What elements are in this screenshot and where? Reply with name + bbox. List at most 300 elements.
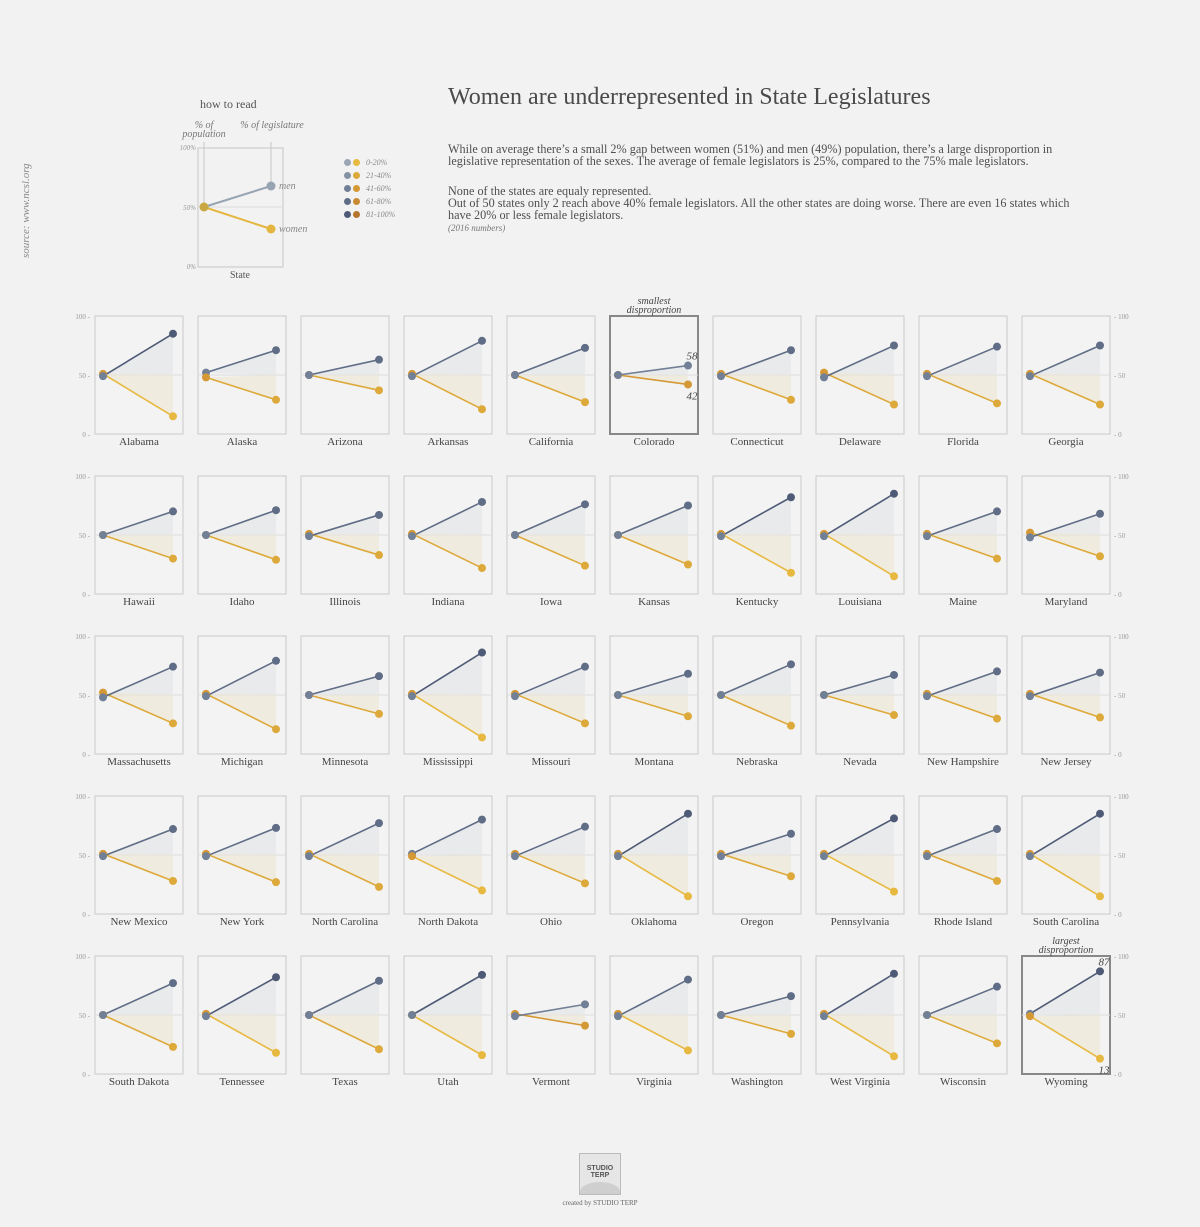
legend-label: 81-100% [366, 210, 396, 219]
axis-tick-right: - 50 [1114, 852, 1126, 860]
state-chart-massachusetts [95, 636, 183, 768]
state-label: Nebraska [736, 756, 778, 768]
women-leg-dot [169, 719, 177, 727]
axis-tick-right: - 0 [1114, 751, 1122, 759]
axis-tick-left: 0 - [82, 591, 90, 599]
women-leg-dot [272, 556, 280, 564]
men-pop-dot [614, 852, 622, 860]
men-pop-dot [99, 1011, 107, 1019]
how-to-read-chart [160, 140, 340, 285]
men-leg-dot [993, 507, 1001, 515]
axis-tick-right: - 50 [1114, 1012, 1126, 1020]
men-leg-dot [1096, 967, 1104, 975]
women-leg-dot [581, 398, 589, 406]
women-leg-dot [1096, 1055, 1104, 1063]
women-leg-dot [787, 872, 795, 880]
studio-logo [579, 1153, 621, 1195]
intro-line-equal: None of the states are equaly represented. [448, 184, 652, 198]
axis-tick-left: 100 - [75, 473, 90, 481]
state-small-multiples [0, 290, 1200, 1100]
state-chart-nebraska [713, 636, 801, 768]
state-label: South Dakota [108, 1076, 170, 1088]
state-label: North Dakota [417, 916, 479, 928]
men-pop-dot [511, 371, 519, 379]
men-leg-dot [787, 493, 795, 501]
state-chart-arkansas [404, 316, 492, 448]
women-leg-dot [169, 555, 177, 563]
women-leg-dot [684, 380, 692, 388]
state-chart-pennsylvania [816, 796, 904, 928]
men-leg-dot [478, 337, 486, 345]
legend-label: 61-80% [366, 197, 392, 206]
axis-tick-left: 100 - [75, 793, 90, 801]
how-to-read-tick-50: 50% [183, 204, 196, 212]
men-leg-dot [581, 1000, 589, 1008]
axis-tick-left: 50 - [78, 372, 90, 380]
women-leg-dot [684, 1046, 692, 1054]
men-leg-dot [169, 330, 177, 338]
legend-men-swatch [344, 185, 351, 192]
page-title: Women are underrepresented in State Legislatures [448, 84, 931, 110]
axis-tick-right: - 0 [1114, 431, 1122, 439]
women-leg-dot [787, 569, 795, 577]
state-chart-new-york [198, 796, 286, 928]
state-chart-florida [919, 316, 1007, 448]
state-chart-mississippi [404, 636, 492, 768]
intro-paragraph-2 [448, 185, 1088, 221]
axis-tick-right: - 100 [1114, 793, 1129, 801]
men-pop-dot [305, 852, 313, 860]
women-leg-dot [478, 733, 486, 741]
source-credit: source: www.ncsl.org [20, 163, 32, 258]
men-pop-dot [305, 532, 313, 540]
how-to-read-legislature-label: % of legislature [240, 120, 304, 131]
state-label: Oklahoma [631, 916, 677, 928]
men-leg-dot [169, 979, 177, 987]
women-leg-dot [478, 886, 486, 894]
men-pop-dot [511, 1012, 519, 1020]
men-leg-dot [581, 823, 589, 831]
men-pop-dot [511, 852, 519, 860]
how-to-read-start-dot [200, 203, 209, 212]
state-chart-connecticut [713, 316, 801, 448]
women-leg-dot [375, 386, 383, 394]
axis-tick-left: 50 - [78, 852, 90, 860]
state-label: Utah [437, 1076, 459, 1088]
men-pop-dot [820, 1012, 828, 1020]
state-label: Minnesota [321, 756, 369, 768]
legend-women-swatch [353, 172, 360, 179]
state-chart-colorado [610, 296, 698, 448]
highlight-label-line2: disproportion [1038, 945, 1094, 956]
men-leg-dot [581, 663, 589, 671]
men-leg-dot [375, 819, 383, 827]
men-pop-dot [202, 531, 210, 539]
state-label: Arkansas [427, 436, 469, 448]
state-chart-utah [404, 956, 492, 1088]
women-leg-dot [890, 888, 898, 896]
men-pop-dot [614, 1012, 622, 1020]
state-chart-tennessee [198, 956, 286, 1088]
men-pop-dot [923, 532, 931, 540]
women-leg-dot [272, 878, 280, 886]
men-leg-dot [1096, 669, 1104, 677]
axis-tick-left: 0 - [82, 1071, 90, 1079]
state-chart-missouri [507, 636, 595, 768]
men-leg-dot [890, 342, 898, 350]
state-chart-new-jersey [1022, 636, 1110, 768]
state-chart-idaho [198, 476, 286, 608]
state-label: Wisconsin [940, 1076, 986, 1088]
men-pop-dot [305, 691, 313, 699]
state-label: New York [219, 916, 265, 928]
state-label: Louisiana [838, 596, 882, 608]
state-label: Pennsylvania [830, 916, 890, 928]
women-leg-dot [993, 399, 1001, 407]
intro-line-detail: Out of 50 states only 2 reach above 40% female legislators. All the other states are doing worse. There are even 16 states which have 20% or less female legislators. [448, 196, 1070, 222]
men-leg-dot [478, 498, 486, 506]
state-label: Nevada [843, 756, 877, 768]
men-pop-dot [408, 532, 416, 540]
state-label: New Jersey [1040, 756, 1092, 768]
state-label: Missouri [531, 756, 571, 768]
state-label: Kentucky [735, 596, 779, 608]
men-pop-dot [1026, 692, 1034, 700]
legend-label: 0-20% [366, 158, 388, 167]
legend-label: 21-40% [366, 171, 392, 180]
legend-men-swatch [344, 211, 351, 218]
women-leg-dot [890, 711, 898, 719]
state-label: Idaho [229, 596, 255, 608]
state-label: Alaska [226, 436, 258, 448]
created-by-credit: created by STUDIO TERP [562, 1199, 638, 1207]
men-pop-dot [99, 372, 107, 380]
women-leg-dot [1096, 892, 1104, 900]
state-label: Connecticut [730, 436, 784, 448]
state-label: West Virginia [829, 1076, 891, 1088]
how-to-read-men-label: men [279, 181, 296, 192]
women-leg-dot [1096, 713, 1104, 721]
state-label: New Mexico [110, 916, 168, 928]
men-leg-dot [684, 810, 692, 818]
state-chart-south-dakota [95, 956, 183, 1088]
state-chart-alaska [198, 316, 286, 448]
highlight-label-line1: largest [1052, 936, 1080, 947]
men-leg-dot [1096, 510, 1104, 518]
women-leg-dot [1096, 401, 1104, 409]
men-leg-dot [169, 825, 177, 833]
women-leg-dot [890, 401, 898, 409]
highlight-women-value: 42 [686, 390, 698, 403]
men-pop-dot [717, 852, 725, 860]
axis-tick-right: - 0 [1114, 591, 1122, 599]
legend-item [344, 158, 387, 167]
women-leg-dot [375, 883, 383, 891]
state-label: Massachusetts [107, 756, 171, 768]
legend-men-swatch [344, 159, 351, 166]
men-leg-dot [787, 660, 795, 668]
axis-tick-right: - 100 [1114, 633, 1129, 641]
state-label: Texas [332, 1076, 358, 1088]
women-leg-dot [581, 1022, 589, 1030]
women-leg-dot [993, 877, 1001, 885]
legend-men-swatch [344, 172, 351, 179]
men-leg-dot [169, 663, 177, 671]
men-leg-dot [993, 667, 1001, 675]
state-label: Arizona [327, 436, 363, 448]
men-pop-dot [511, 692, 519, 700]
axis-tick-right: - 50 [1114, 372, 1126, 380]
legend-men-swatch [344, 198, 351, 205]
axis-tick-left: 50 - [78, 1012, 90, 1020]
highlight-label-line1: smallest [637, 296, 671, 307]
state-chart-west-virginia [816, 956, 904, 1088]
studio-logo-text: STUDIO TERP [586, 1165, 614, 1179]
women-leg-dot [272, 396, 280, 404]
state-chart-new-hampshire [919, 636, 1007, 768]
men-leg-dot [581, 500, 589, 508]
men-leg-dot [787, 346, 795, 354]
men-pop-dot [1026, 852, 1034, 860]
axis-tick-left: 0 - [82, 911, 90, 919]
state-chart-maryland [1022, 476, 1110, 608]
state-chart-delaware [816, 316, 904, 448]
women-leg-dot [169, 412, 177, 420]
men-pop-dot [820, 852, 828, 860]
how-to-read-women-dot [267, 225, 276, 234]
state-label: Colorado [633, 436, 675, 448]
state-chart-michigan [198, 636, 286, 768]
how-to-read-women-line [204, 207, 271, 229]
men-pop-dot [717, 532, 725, 540]
axis-tick-left: 0 - [82, 751, 90, 759]
axis-tick-right: - 0 [1114, 1071, 1122, 1079]
women-leg-dot [684, 712, 692, 720]
state-chart-oklahoma [610, 796, 698, 928]
men-pop-dot [1026, 372, 1034, 380]
state-chart-california [507, 316, 595, 448]
men-leg-dot [375, 977, 383, 985]
men-pop-dot [99, 531, 107, 539]
men-pop-dot [923, 852, 931, 860]
men-pop-dot [99, 693, 107, 701]
how-to-read-title: how to read [200, 97, 257, 111]
women-leg-dot [993, 555, 1001, 563]
women-leg-dot [581, 879, 589, 887]
state-label: Iowa [540, 596, 562, 608]
axis-tick-right: - 0 [1114, 911, 1122, 919]
men-leg-dot [684, 976, 692, 984]
men-leg-dot [272, 973, 280, 981]
men-leg-dot [684, 502, 692, 510]
studio-logo-hill [580, 1182, 620, 1194]
state-label: Oregon [740, 916, 774, 928]
highlight-label-line2: disproportion [626, 305, 682, 316]
state-chart-north-dakota [404, 796, 492, 928]
men-leg-dot [272, 824, 280, 832]
women-leg-dot [375, 1045, 383, 1053]
how-to-read-men-line [204, 186, 271, 207]
women-pop-dot [1026, 1012, 1034, 1020]
state-label: Washington [730, 1076, 784, 1088]
men-leg-dot [272, 506, 280, 514]
state-chart-virginia [610, 956, 698, 1088]
legend-item [344, 197, 391, 206]
state-chart-oregon [713, 796, 801, 928]
highlight-men-value: 58 [686, 350, 698, 363]
men-leg-dot [1096, 810, 1104, 818]
women-leg-dot [375, 710, 383, 718]
men-pop-dot [99, 852, 107, 860]
women-leg-dot [1096, 552, 1104, 560]
state-label: Illinois [329, 596, 361, 608]
state-label: North Carolina [311, 916, 379, 928]
women-leg-dot [169, 1043, 177, 1051]
women-leg-dot [581, 719, 589, 727]
state-chart-ohio [507, 796, 595, 928]
women-leg-dot [787, 396, 795, 404]
state-label: Mississippi [422, 756, 474, 768]
men-pop-dot [511, 531, 519, 539]
men-pop-dot [923, 1011, 931, 1019]
men-leg-dot [1096, 342, 1104, 350]
axis-tick-left: 0 - [82, 431, 90, 439]
men-pop-dot [202, 852, 210, 860]
state-chart-minnesota [301, 636, 389, 768]
how-to-read-men-dot [267, 182, 276, 191]
men-leg-dot [684, 670, 692, 678]
state-label: Kansas [638, 596, 670, 608]
women-leg-dot [787, 722, 795, 730]
women-pop-dot [408, 852, 416, 860]
women-leg-dot [478, 405, 486, 413]
men-pop-dot [1026, 533, 1034, 541]
state-chart-wisconsin [919, 956, 1007, 1088]
how-to-read-tick-0: 0% [186, 263, 196, 271]
axis-tick-right: - 50 [1114, 692, 1126, 700]
state-chart-arizona [301, 316, 389, 448]
legend-label: 41-60% [366, 184, 392, 193]
state-label: Maryland [1044, 596, 1088, 608]
men-pop-dot [923, 692, 931, 700]
legend-women-swatch [353, 159, 360, 166]
women-leg-dot [478, 1051, 486, 1059]
state-label: Virginia [636, 1076, 672, 1088]
axis-tick-right: - 100 [1114, 313, 1129, 321]
women-pop-dot [202, 373, 210, 381]
men-leg-dot [375, 356, 383, 364]
how-to-read-women-label: women [279, 224, 308, 235]
state-label: Maine [948, 596, 978, 608]
state-chart-louisiana [816, 476, 904, 608]
legend-women-swatch [353, 211, 360, 218]
women-leg-dot [787, 1030, 795, 1038]
state-chart-illinois [301, 476, 389, 608]
men-leg-dot [993, 825, 1001, 833]
axis-tick-left: 50 - [78, 692, 90, 700]
men-leg-dot [581, 344, 589, 352]
state-label: California [528, 436, 574, 448]
men-leg-dot [890, 970, 898, 978]
men-pop-dot [202, 692, 210, 700]
intro-paragraph-1: While on average there’s a small 2% gap between women (51%) and men (49%) population, there’s a large disproportion in legislative representation of the sexes. The average of female legislators is 25%, compared to the 75% male legislators. [448, 142, 1053, 168]
state-chart-south-carolina [1022, 796, 1110, 928]
highlight-men-value: 87 [1098, 956, 1110, 969]
women-leg-dot [581, 562, 589, 570]
men-leg-dot [993, 983, 1001, 991]
state-label: Indiana [431, 596, 465, 608]
men-pop-dot [614, 691, 622, 699]
state-label: Delaware [838, 436, 882, 448]
men-leg-dot [684, 362, 692, 370]
axis-tick-right: - 100 [1114, 953, 1129, 961]
state-label: Wyoming [1044, 1076, 1088, 1088]
women-leg-dot [272, 1049, 280, 1057]
men-leg-dot [993, 343, 1001, 351]
how-to-read-state-label: State [230, 270, 250, 281]
men-pop-dot [717, 691, 725, 699]
women-leg-dot [375, 551, 383, 559]
axis-tick-left: 100 - [75, 313, 90, 321]
men-leg-dot [375, 511, 383, 519]
men-pop-dot [717, 372, 725, 380]
state-chart-alabama [95, 316, 183, 448]
men-leg-dot [478, 816, 486, 824]
men-leg-dot [272, 346, 280, 354]
men-pop-dot [614, 531, 622, 539]
state-chart-vermont [507, 956, 595, 1088]
year-note: (2016 numbers) [448, 223, 506, 233]
state-chart-iowa [507, 476, 595, 608]
men-pop-dot [717, 1011, 725, 1019]
state-chart-hawaii [95, 476, 183, 608]
state-label: Vermont [532, 1076, 570, 1088]
women-leg-dot [890, 572, 898, 580]
men-pop-dot [408, 372, 416, 380]
men-leg-dot [272, 657, 280, 665]
men-pop-dot [820, 373, 828, 381]
women-leg-dot [890, 1052, 898, 1060]
state-chart-nevada [816, 636, 904, 768]
state-chart-texas [301, 956, 389, 1088]
how-to-read-tick-100: 100% [179, 144, 196, 152]
state-label: Ohio [540, 916, 562, 928]
men-pop-dot [820, 532, 828, 540]
legend-women-swatch [353, 185, 360, 192]
state-chart-kentucky [713, 476, 801, 608]
state-label: Montana [634, 756, 674, 768]
men-leg-dot [890, 490, 898, 498]
men-pop-dot [923, 372, 931, 380]
women-leg-dot [272, 725, 280, 733]
women-leg-dot [684, 561, 692, 569]
how-to-read-population-label: % of population [182, 120, 226, 140]
state-label: Michigan [220, 756, 264, 768]
axis-tick-left: 50 - [78, 532, 90, 540]
state-chart-maine [919, 476, 1007, 608]
men-leg-dot [787, 830, 795, 838]
men-leg-dot [787, 992, 795, 1000]
men-pop-dot [408, 692, 416, 700]
state-label: Tennessee [219, 1076, 265, 1088]
men-pop-dot [305, 1011, 313, 1019]
state-chart-washington [713, 956, 801, 1088]
state-chart-north-carolina [301, 796, 389, 928]
men-pop-dot [820, 691, 828, 699]
state-label: Rhode Island [933, 916, 993, 928]
state-chart-rhode-island [919, 796, 1007, 928]
men-pop-dot [408, 1011, 416, 1019]
